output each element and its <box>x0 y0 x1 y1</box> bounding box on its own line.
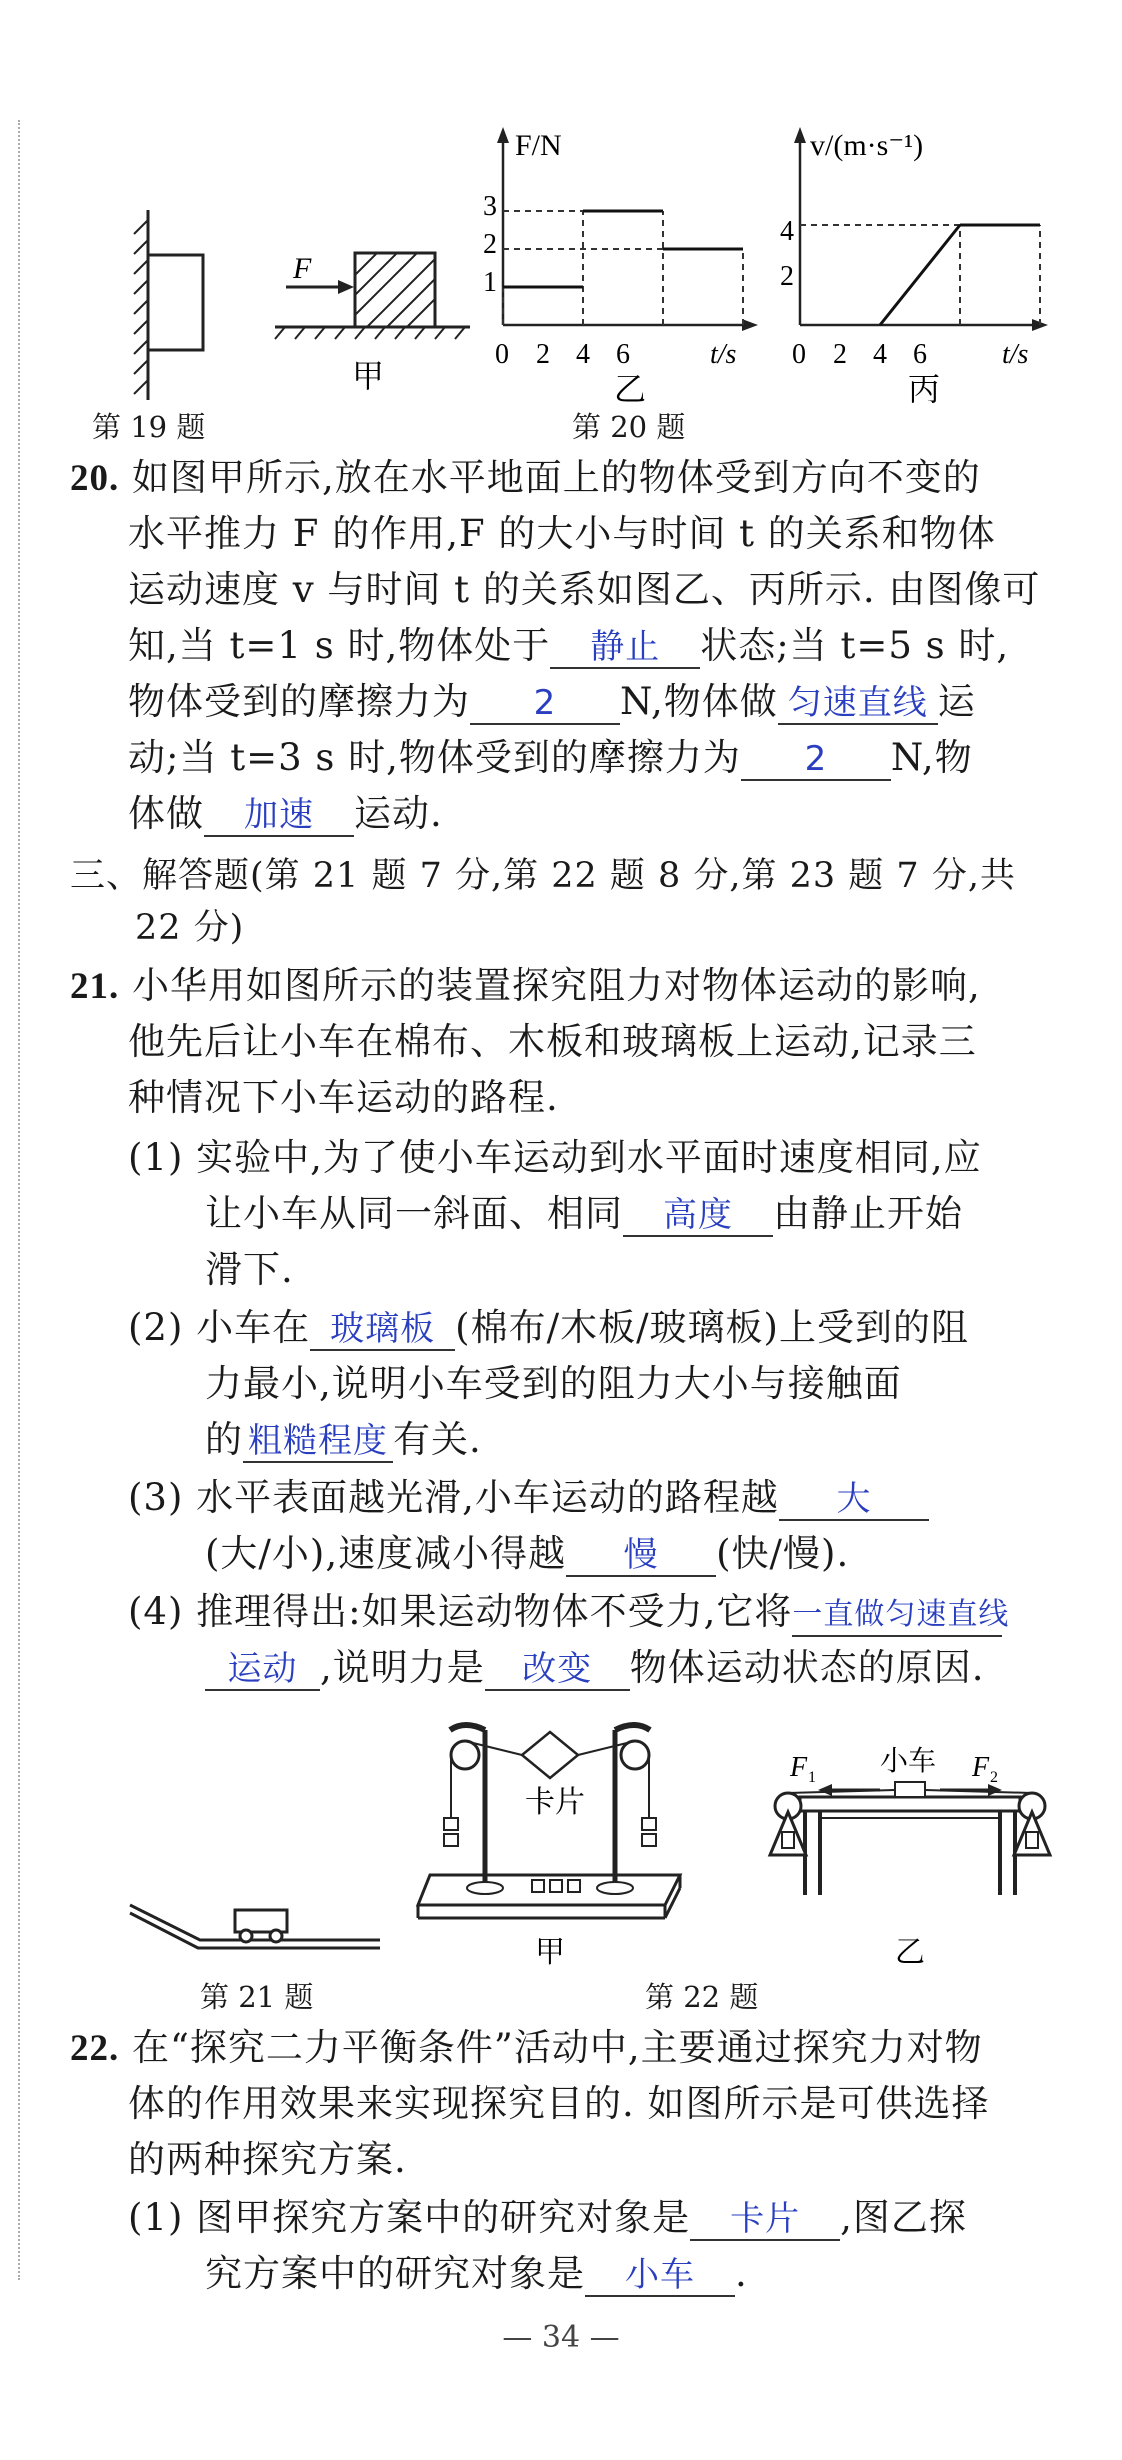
q21-part2-line3: 的 <box>205 1418 243 1461</box>
q21-part3-line1: (3) 水平表面越光滑,小车运动的路程越 <box>128 1476 779 1519</box>
f2-subscript: 2 <box>990 1769 998 1786</box>
q21-answer-5[interactable]: 慢 <box>566 1535 716 1577</box>
fig20-xtick: 2 <box>536 339 550 370</box>
page-number: — 34 — <box>502 2320 620 2355</box>
margin-guide <box>18 120 20 2280</box>
fig21-caption: 第 21 题 <box>200 1980 314 2014</box>
q21-part1-line1: (1) 实验中,为了使小车运动到水平面时速度相同,应 <box>128 1136 982 1179</box>
q21-part4-line1: (4) 推理得出:如果运动物体不受力,它将 <box>128 1590 793 1633</box>
section-title: 三、解答题(第 21 题 7 分,第 22 题 8 分,第 23 题 7 分,共 <box>70 856 1016 896</box>
q21-part3-line2b: (快/慢). <box>716 1532 850 1575</box>
question-number: 22. <box>70 2028 120 2069</box>
f1-subscript: 1 <box>808 1769 816 1786</box>
q21-part2-line1: (2) 小车在 <box>128 1306 311 1349</box>
q20-line7a: 体做 <box>128 792 204 835</box>
q22-part1-line2: 究方案中的研究对象是 <box>205 2252 585 2295</box>
q21-line2: 他先后让小车在棉布、木板和玻璃板上运动,记录三 <box>128 1020 977 1063</box>
question-number: 21. <box>70 966 120 1007</box>
q22-part1-line2b: . <box>735 2252 748 2295</box>
fig20-xtick: 6 <box>616 339 630 370</box>
figures-19-20 <box>90 115 1110 455</box>
fig21-diagram <box>130 1905 380 1948</box>
q21-line3: 种情况下小车运动的路程. <box>128 1076 559 1119</box>
card-label: 卡片 <box>525 1786 585 1819</box>
fig20b-xtick: 0 <box>792 339 806 370</box>
q21-part1-line2: 让小车从同一斜面、相同 <box>205 1192 623 1235</box>
q21-answer-7[interactable]: 改变 <box>485 1649 630 1691</box>
fig19-jia-label: 甲 <box>352 358 385 394</box>
q20-line2: 水平推力 F 的作用,F 的大小与时间 t 的关系和物体 <box>128 512 996 555</box>
f1-label: F <box>790 1752 808 1783</box>
fig20-ytick: 3 <box>483 191 497 222</box>
q22-line3: 的两种探究方案. <box>128 2138 407 2181</box>
q21-answer-6[interactable]: 一直做匀速直线 <box>792 1595 1002 1637</box>
q21-part2-line2: 力最小,说明小车受到的阻力大小与接触面 <box>205 1362 902 1405</box>
q21-part1-line2b: 由静止开始 <box>773 1192 963 1235</box>
car-label: 小车 <box>880 1746 937 1777</box>
q22-line1: 在“探究二力平衡条件”活动中,主要通过探究力对物 <box>132 2026 983 2069</box>
f2-label: F <box>972 1752 990 1783</box>
q21-answer-1[interactable]: 高度 <box>623 1195 773 1237</box>
q22-line2: 体的作用效果来实现探究目的. 如图所示是可供选择 <box>128 2082 990 2125</box>
fig22-yi-label: 乙 <box>895 1936 925 1969</box>
q20-line4b: 状态;当 t=5 s 时, <box>700 624 1010 667</box>
fig20b-y-axis-label: v/(m·s⁻¹) <box>810 129 924 162</box>
q20-answer-2[interactable]: 2 <box>470 683 620 725</box>
q21-part4-line2a: ,说明力是 <box>320 1646 485 1689</box>
fig20b-ytick: 4 <box>780 216 794 247</box>
q21-answer-6b[interactable]: 运动 <box>205 1649 320 1691</box>
section-title-cont: 22 分) <box>135 908 245 948</box>
fig20-force-chart <box>483 127 758 407</box>
fig22-yi-diagram <box>770 1745 1050 1969</box>
q22-part1-line1: (1) 图甲探究方案中的研究对象是 <box>128 2196 691 2239</box>
fig20b-xtick: 6 <box>913 339 927 370</box>
fig22-jia-label: 甲 <box>535 1936 565 1969</box>
q20-answer-3[interactable]: 匀速直线 <box>778 683 938 725</box>
fig20-y-axis-label: F/N <box>515 129 562 162</box>
fig19-diagram <box>134 210 470 400</box>
fig20-xtick: 0 <box>495 339 509 370</box>
fig20b-xtick: 4 <box>873 339 887 370</box>
q20-answer-4[interactable]: 2 <box>741 739 891 781</box>
fig22-caption: 第 22 题 <box>645 1980 759 2014</box>
fig20-velocity-series <box>800 225 1040 325</box>
fig22-jia-diagram <box>418 1725 680 1969</box>
q20-line5b: N,物体做 <box>620 680 778 723</box>
figures-21-22 <box>100 1700 1060 1990</box>
q21-part3-line2: (大/小),速度减小得越 <box>205 1532 567 1575</box>
q21-part4-line2b: 物体运动状态的原因. <box>629 1646 985 1689</box>
q20-line3: 运动速度 v 与时间 t 的关系如图乙、丙所示. 由图像可 <box>128 568 1041 611</box>
fig20b-x-axis-label: t/s <box>1002 339 1029 370</box>
fig20b-ytick: 2 <box>780 261 794 292</box>
fig20-bing-label: 丙 <box>908 371 941 407</box>
q22-answer-2[interactable]: 小车 <box>585 2255 735 2297</box>
q20-line7b: 运动. <box>354 792 443 835</box>
q21-line1: 小华用如图所示的装置探究阻力对物体运动的影响, <box>132 964 981 1007</box>
series-segment <box>880 225 960 325</box>
q21-part1-line3: 滑下. <box>205 1248 294 1291</box>
fig20-xtick: 4 <box>576 339 590 370</box>
q21-answer-4[interactable]: 大 <box>779 1479 929 1521</box>
q20-line4a: 知,当 t=1 s 时,物体处于 <box>128 624 551 667</box>
force-label: F <box>293 252 312 285</box>
q20-answer-1[interactable]: 静止 <box>550 627 700 669</box>
q20-line6a: 动;当 t=3 s 时,物体受到的摩擦力为 <box>128 736 741 779</box>
question-number: 20. <box>70 458 120 499</box>
q21-part2-line3b: 有关. <box>393 1418 482 1461</box>
q20-answer-5[interactable]: 加速 <box>204 795 354 837</box>
q20-line1: 如图甲所示,放在水平地面上的物体受到方向不变的 <box>132 456 981 499</box>
q22-part1-line1b: ,图乙探 <box>840 2196 967 2239</box>
q20-line6b: N,物 <box>890 736 973 779</box>
q21-part2-line1b: (棉布/木板/玻璃板)上受到的阻 <box>455 1306 969 1349</box>
fig20-caption: 第 20 题 <box>572 410 686 444</box>
fig20b-xtick: 2 <box>833 339 847 370</box>
fig20-ytick: 1 <box>483 267 497 298</box>
q21-answer-2[interactable]: 玻璃板 <box>310 1309 455 1351</box>
fig20-x-axis-label: t/s <box>710 339 737 370</box>
fig20-force-series <box>503 211 743 325</box>
fig20-yi-label: 乙 <box>614 371 647 407</box>
fig20-ytick: 2 <box>483 229 497 260</box>
fig20-velocity-chart <box>780 127 1048 407</box>
q20-line5a: 物体受到的摩擦力为 <box>128 680 470 723</box>
fig19-caption: 第 19 题 <box>92 410 206 444</box>
q22-answer-1[interactable]: 卡片 <box>690 2199 840 2241</box>
q21-answer-3[interactable]: 粗糙程度 <box>243 1421 393 1463</box>
q20-line5c: 运 <box>937 680 976 723</box>
